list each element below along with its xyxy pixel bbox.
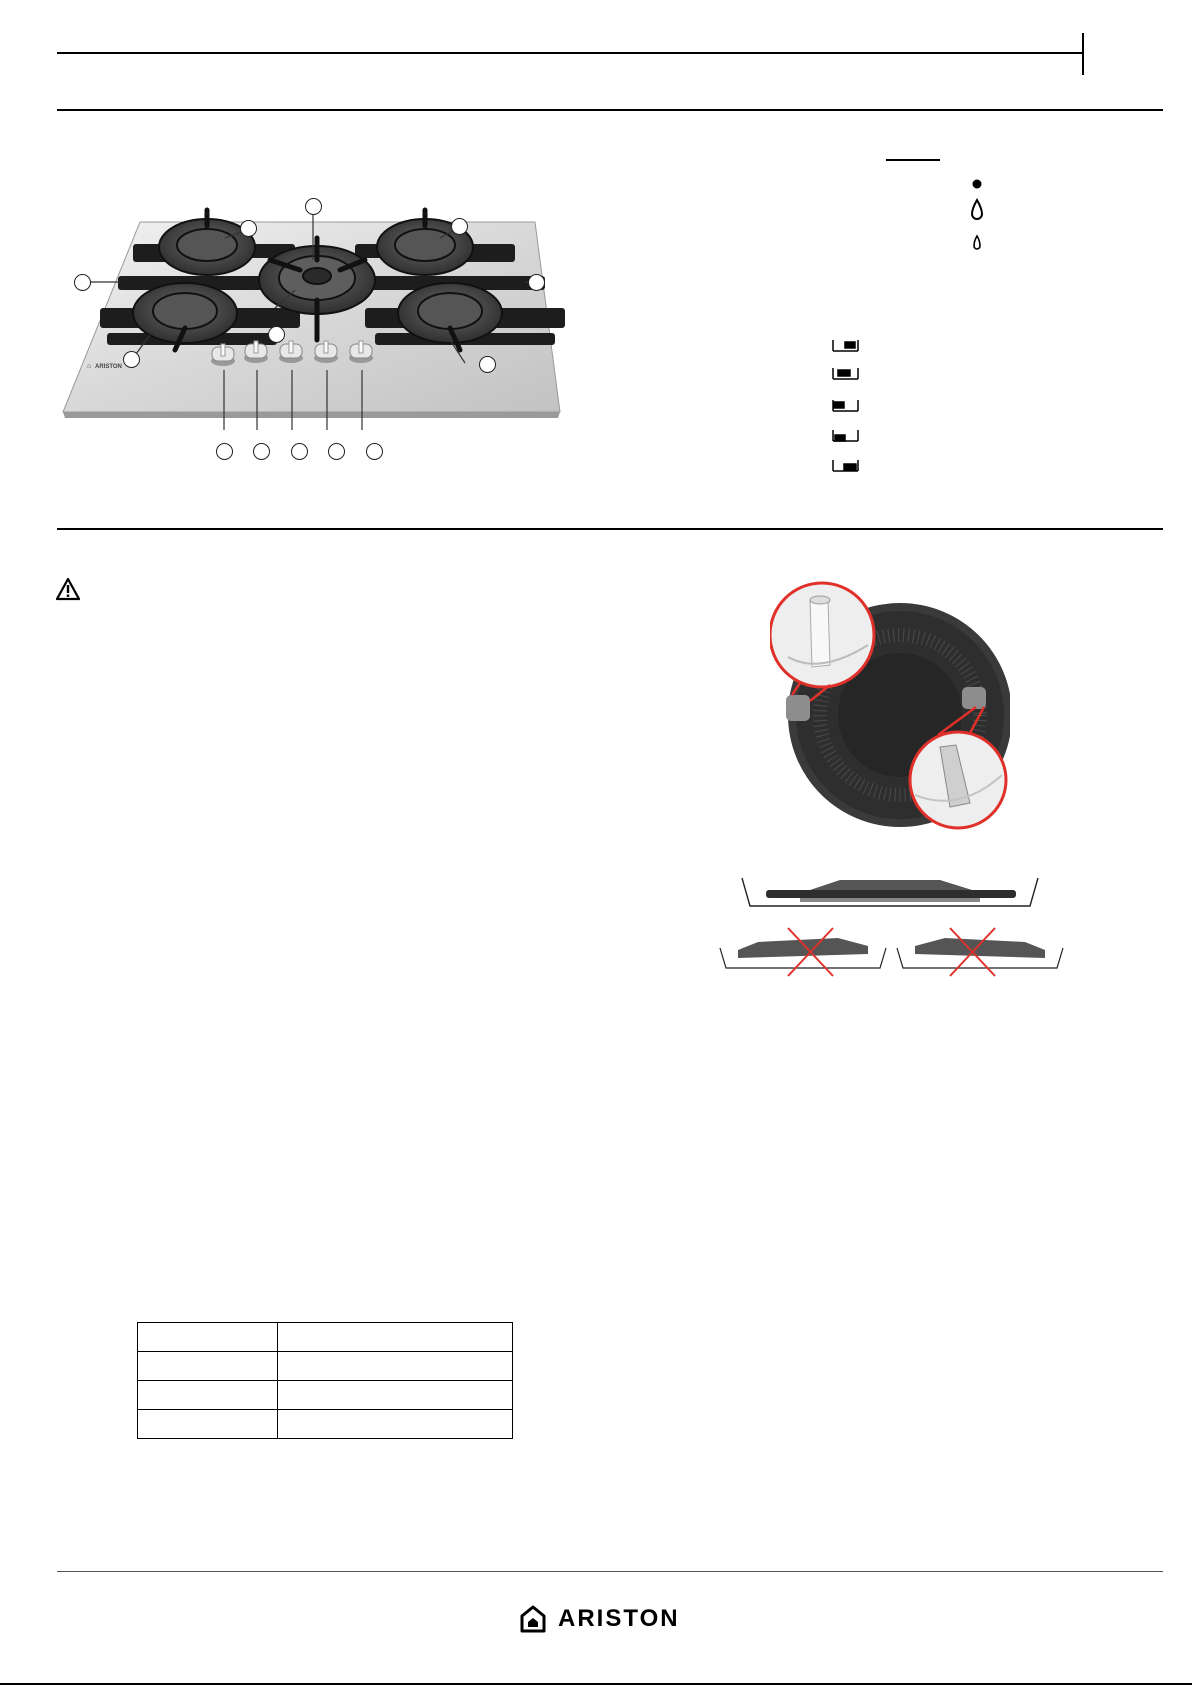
callout-marker [451,218,468,235]
section-rule-2 [57,528,1163,530]
ariston-house-logo-icon [520,1605,546,1633]
callout-marker [291,443,308,460]
cap-correct-position-diagram [740,872,1040,910]
callout-marker [305,198,322,215]
table-cell [278,1381,513,1410]
callout-marker [74,274,91,291]
cap-incorrect-position-diagram-left [718,918,888,978]
hob-product-figure [55,190,580,465]
table-cell [138,1381,278,1410]
callout-marker [253,443,270,460]
table-row [138,1410,513,1439]
table-cell [138,1410,278,1439]
table-row [138,1352,513,1381]
callout-marker [268,326,285,343]
burner-position-pictogram-icon [832,338,862,473]
callout-marker [479,356,496,373]
footer-logo [520,1604,680,1634]
cap-incorrect-position-diagram-right [895,918,1065,978]
header-tick [1082,33,1084,75]
callout-marker [366,443,383,460]
table-cell [138,1323,278,1352]
table-cell [278,1323,513,1352]
table-row [138,1381,513,1410]
small-flame-icon [972,234,982,252]
callout-marker [328,443,345,460]
symbols-heading-underline [886,159,940,161]
large-flame-icon [970,198,984,222]
warning-triangle-icon [55,577,81,601]
table-cell [138,1352,278,1381]
callout-marker [240,220,257,237]
table-cell [278,1410,513,1439]
spec-table [137,1322,513,1439]
hob-illustration [55,190,580,465]
footer-brand-label: ARISTON [558,1605,680,1632]
callout-marker [528,274,545,291]
callout-marker [216,443,233,460]
section-rule-1 [57,109,1163,111]
burner-pictogram-column [832,338,862,473]
table-cell [278,1352,513,1381]
burner-off-dot-icon [971,178,983,190]
callout-marker [123,351,140,368]
hob-brand-label: ARISTON [95,364,122,370]
svg-text:⌂: ⌂ [87,363,92,370]
footer-rule [57,1571,1163,1572]
table-row [138,1323,513,1352]
burner-cap-figure [770,575,1010,840]
header-top-rule [57,52,1084,54]
